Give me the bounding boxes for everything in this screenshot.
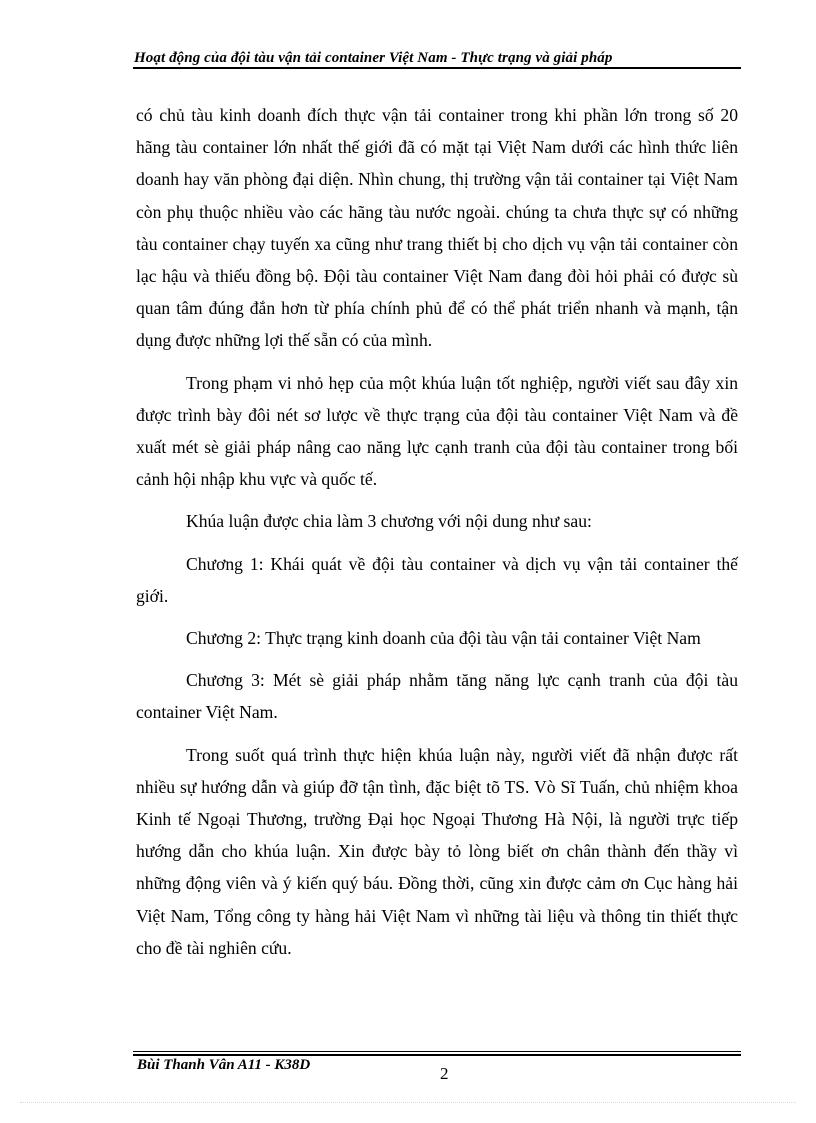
paragraph-structure-intro: Khúa luận được chia làm 3 chương với nội dung như sau: <box>186 511 592 532</box>
body-text <box>136 99 738 974</box>
paragraph-continuation: có chủ tàu kinh doanh đích thực vận tải container trong khi phần lớn trong số 20 hãng tàu container lớn nhất thế giới đã có mặt tại Việt Nam dưới các hình thức liên doanh hay văn phòng đại diện. Nhìn chung, thị trường vận tải container tại Việt Nam còn phụ thuộc nhiều vào các hãng tàu nước ngoài. chúng ta chưa thực sự có những tàu container chạy tuyến xa cũng như trang thiết bị cho dịch vụ vận tải container còn lạc hậu và thiếu đồng bộ. Đội tàu container Việt Nam đang đòi hỏi phải có được sù quan tâm đúng đắn hơn từ phía chính phủ để có thể phát triển nhanh và mạnh, tận dụng được những lợi thế sẵn có của mình. <box>136 105 738 351</box>
paragraph-chapter-2: Chương 2: Thực trạng kinh doanh của đội tàu vận tải container Việt Nam <box>186 628 701 649</box>
page-number: 2 <box>440 1064 449 1083</box>
running-header-title: Hoạt động của đội tàu vận tải container Việt Nam - Thực trạng và giải pháp <box>134 50 613 66</box>
footer-divider-thick <box>133 1054 741 1056</box>
paragraph-acknowledgement: Trong suốt quá trình thực hiện khúa luận này, người viết đã nhận được rất nhiều sự hướng dẫn và giúp đỡ tận tình, đặc biệt tõ TS. Vò Sĩ Tuấn, chủ nhiệm khoa Kinh tế Ngoại Thương, trường Đại học Ngoại Thương Hà Nội, là người trực tiếp hướng dẫn cho khúa luận. Xin được bày tỏ lòng biết ơn chân thành đến thầy vì những động viên và ý kiến quý báu. Đồng thời, cũng xin được cảm ơn Cục hàng hải Việt Nam, Tổng công ty hàng hải Việt Nam vì những tài liệu và thông tin thiết thực cho đề tài nghiên cứu. <box>136 744 738 958</box>
page-bottom-border <box>20 1102 796 1103</box>
paragraph-chapter-1: Chương 1: Khái quát về đội tàu container và dịch vụ vận tải container thế giới. <box>136 553 738 606</box>
footer-divider-thin <box>133 1051 741 1052</box>
paragraph-scope: Trong phạm vi nhỏ hẹp của một khúa luận tốt nghiệp, người viết sau đây xin được trình bày đôi nét sơ lược về thực trạng của đội tàu container Việt Nam và đề xuất mét sè giải pháp nâng cao năng lực cạnh tranh của đội tàu container trong bối cảnh hội nhập khu vực và quốc tế. <box>136 372 738 490</box>
footer-author: Bùi Thanh Vân A11 - K38D <box>137 1057 311 1073</box>
paragraph-chapter-3: Chương 3: Mét sè giải pháp nhằm tăng năng lực cạnh tranh của đội tàu container Việt Nam. <box>136 670 738 723</box>
header-divider <box>133 67 741 69</box>
